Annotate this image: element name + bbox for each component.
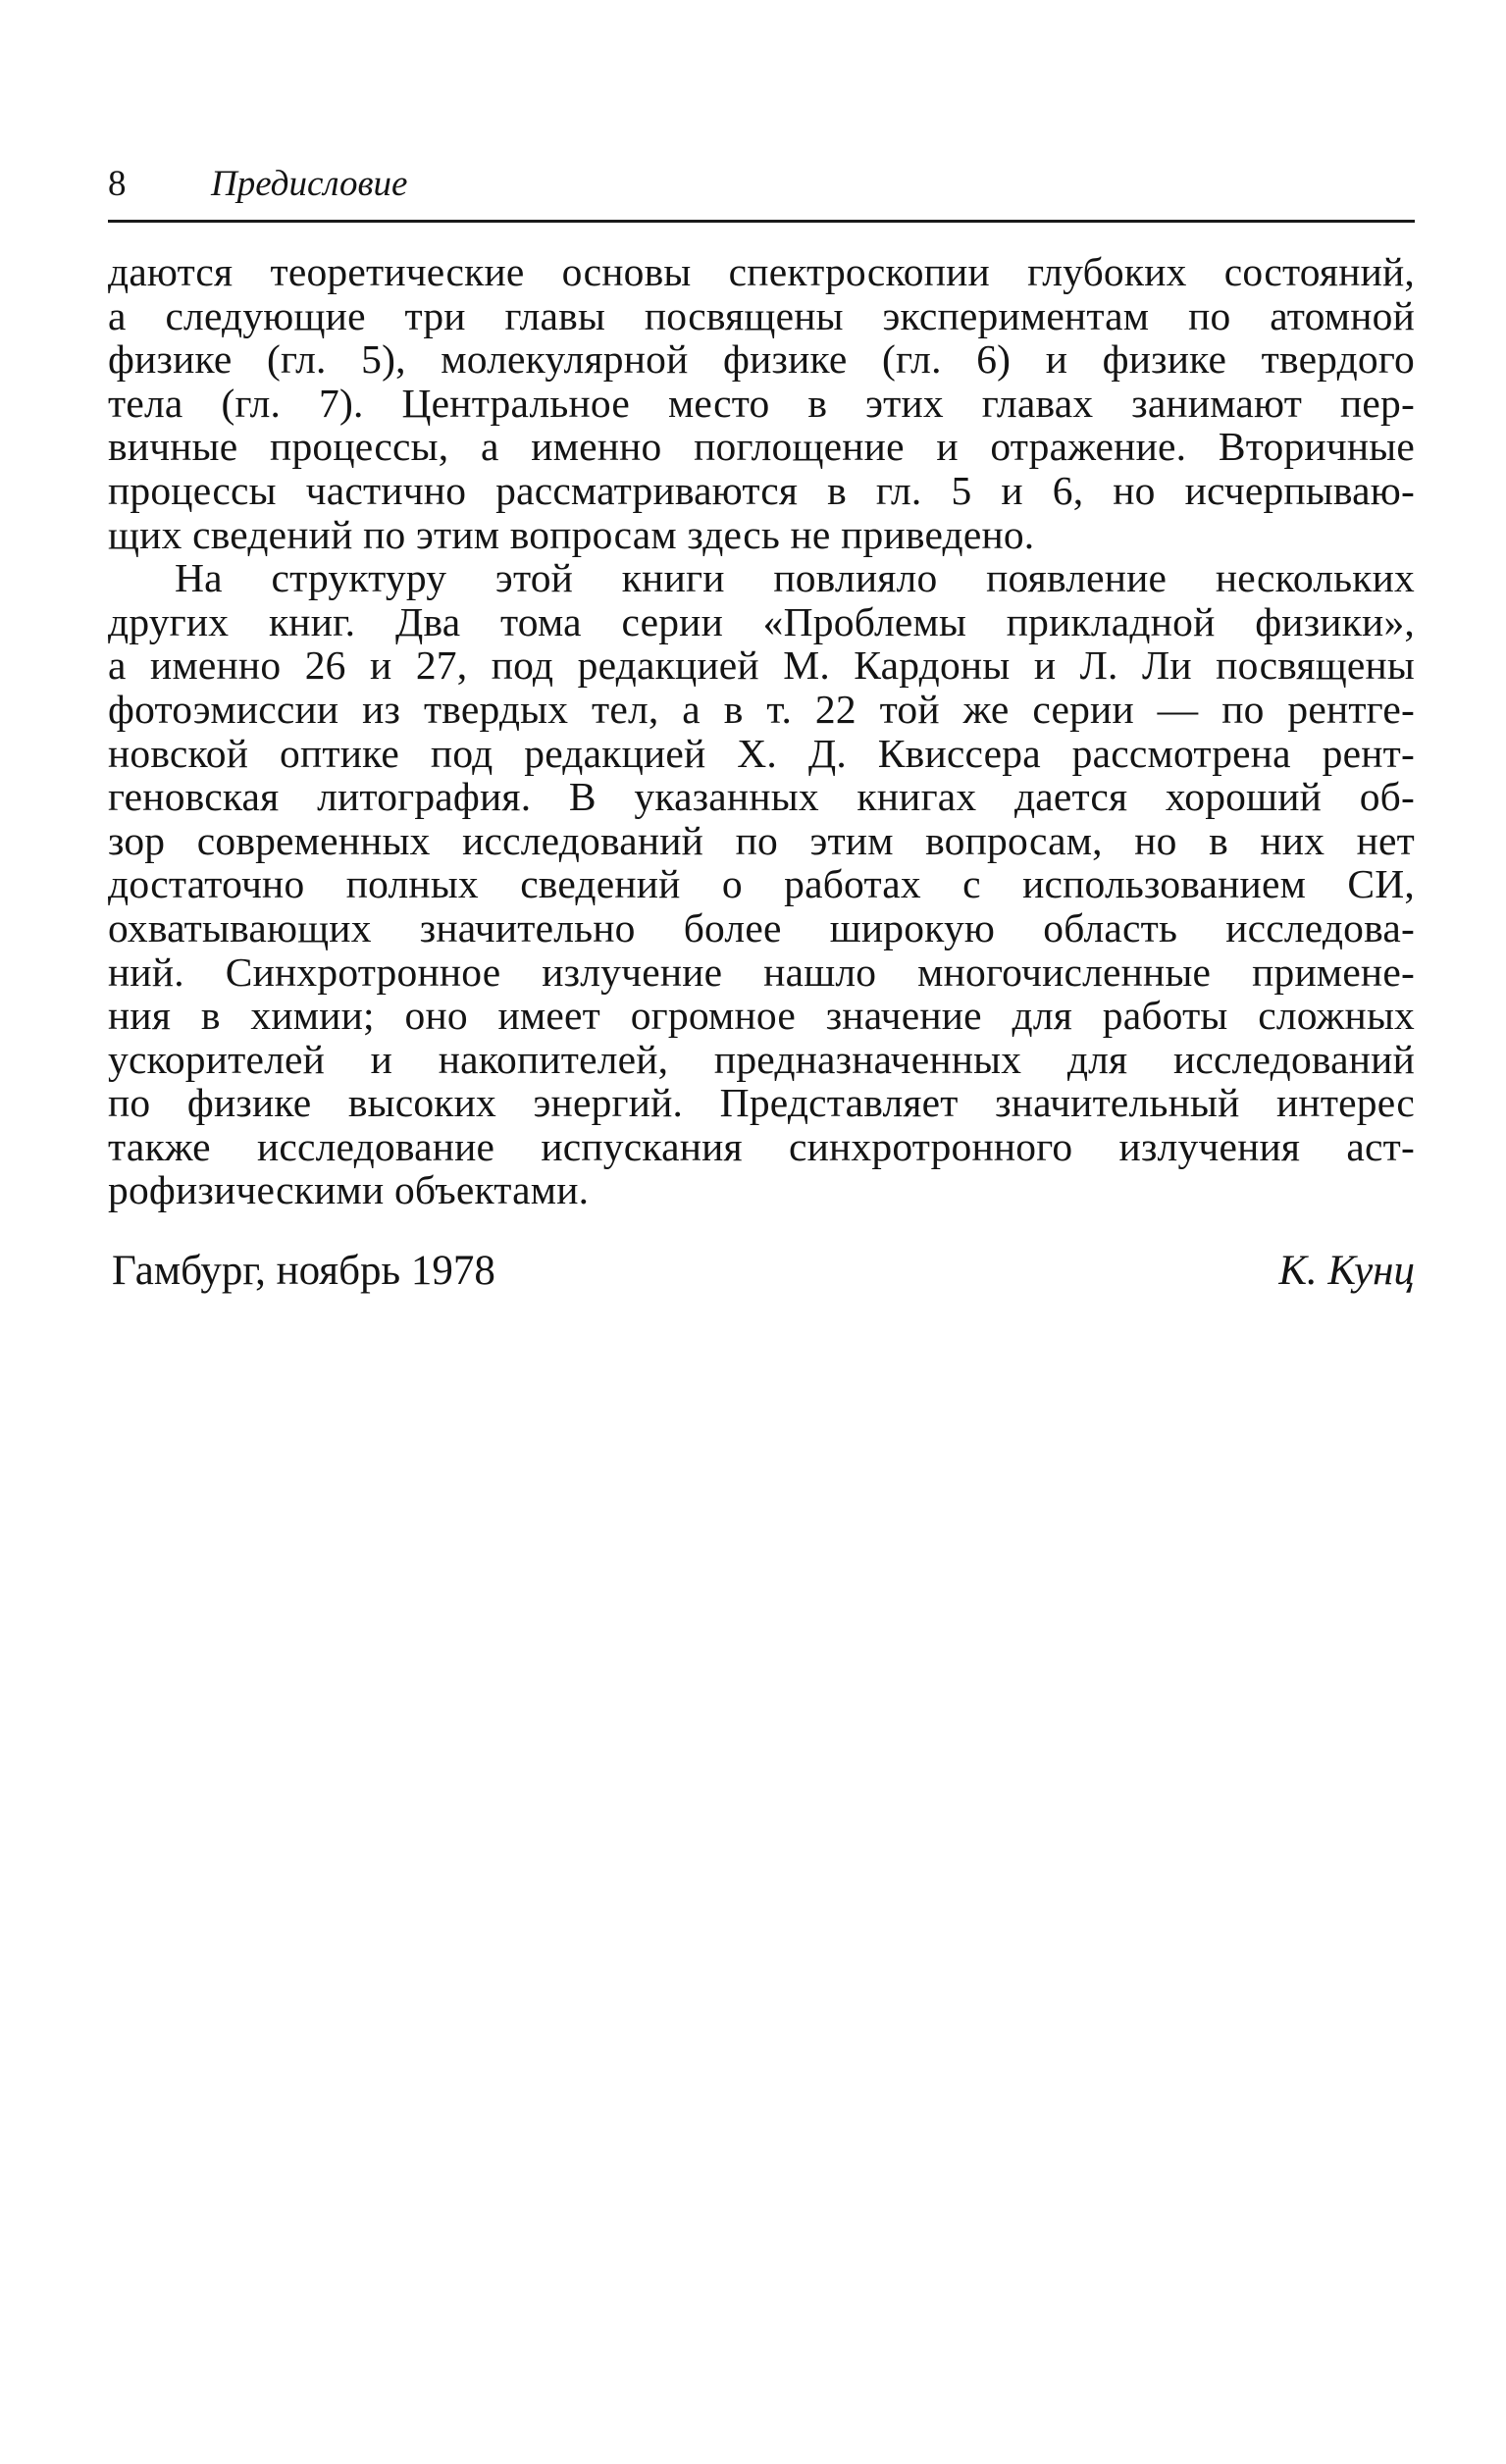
- text-line: охватывающих значительно более широкую область исследова-: [108, 904, 1415, 950]
- text-line: геновская литография. В указанных книгах дается хороший об-: [108, 774, 1415, 820]
- closing-signature: [108, 1242, 1415, 1301]
- running-head: [108, 157, 1415, 212]
- text-line: ния в химии; оно имеет огромное значение для работы сложных: [108, 993, 1415, 1039]
- text-line: рофизическими объектами.: [108, 1167, 590, 1213]
- section-title: Предисловие: [211, 164, 408, 204]
- text-line: зор современных исследований по этим вопросам, но в них нет: [108, 817, 1415, 863]
- place-date: Гамбург, ноябрь 1978: [112, 1248, 495, 1295]
- text-line: фотоэмиссии из твердых тел, а в т. 22 той же серии — по рентге-: [108, 686, 1415, 732]
- text-line: достаточно полных сведений о работах с использованием СИ,: [108, 861, 1415, 907]
- text-line: а следующие три главы посвящены экспериментам по атомной: [108, 292, 1415, 338]
- page-number: 8: [108, 164, 127, 204]
- text-line: ускорителей и накопителей, предназначенных для исследований: [108, 1036, 1415, 1082]
- text-line: физике (гл. 5), молекулярной физике (гл. 6) и физике твердого: [108, 336, 1415, 383]
- text-line: даются теоретические основы спектроскопии глубоких состояний,: [108, 249, 1415, 294]
- header-rule: [108, 220, 1415, 223]
- text-line: других книг. Два тома серии «Проблемы прикладной физики»,: [108, 598, 1415, 644]
- body-text: [108, 250, 1415, 1212]
- paragraph: [108, 250, 1415, 556]
- text-line: новской оптике под редакцией Х. Д. Квиссера рассмотрена рент-: [108, 730, 1415, 776]
- text-line: вичные процессы, а именно поглощение и отражение. Вторичные: [108, 424, 1415, 470]
- text-line: а именно 26 и 27, под редакцией М. Кардоны и Л. Ли посвящены: [108, 642, 1415, 689]
- text-line: по физике высоких энергий. Представляет значительный интерес: [108, 1080, 1415, 1126]
- text-line: щих сведений по этим вопросам здесь не приведено.: [108, 511, 1035, 557]
- text-line: также исследование испускания синхротронного излучения аст-: [108, 1123, 1415, 1169]
- text-line: процессы частично рассматриваются в гл. 5 и 6, но исчерпываю-: [108, 467, 1415, 513]
- text-line: На структуру этой книги повлияло появление нескольких: [175, 555, 1415, 601]
- text-line: тела (гл. 7). Центральное место в этих главах занимают пер-: [108, 380, 1415, 426]
- author-signature: К. Кунц: [1278, 1248, 1415, 1295]
- text-line: ний. Синхротронное излучение нашло многочисленные примене-: [108, 949, 1415, 995]
- paragraph: [108, 556, 1415, 1212]
- book-page: [108, 157, 1415, 1301]
